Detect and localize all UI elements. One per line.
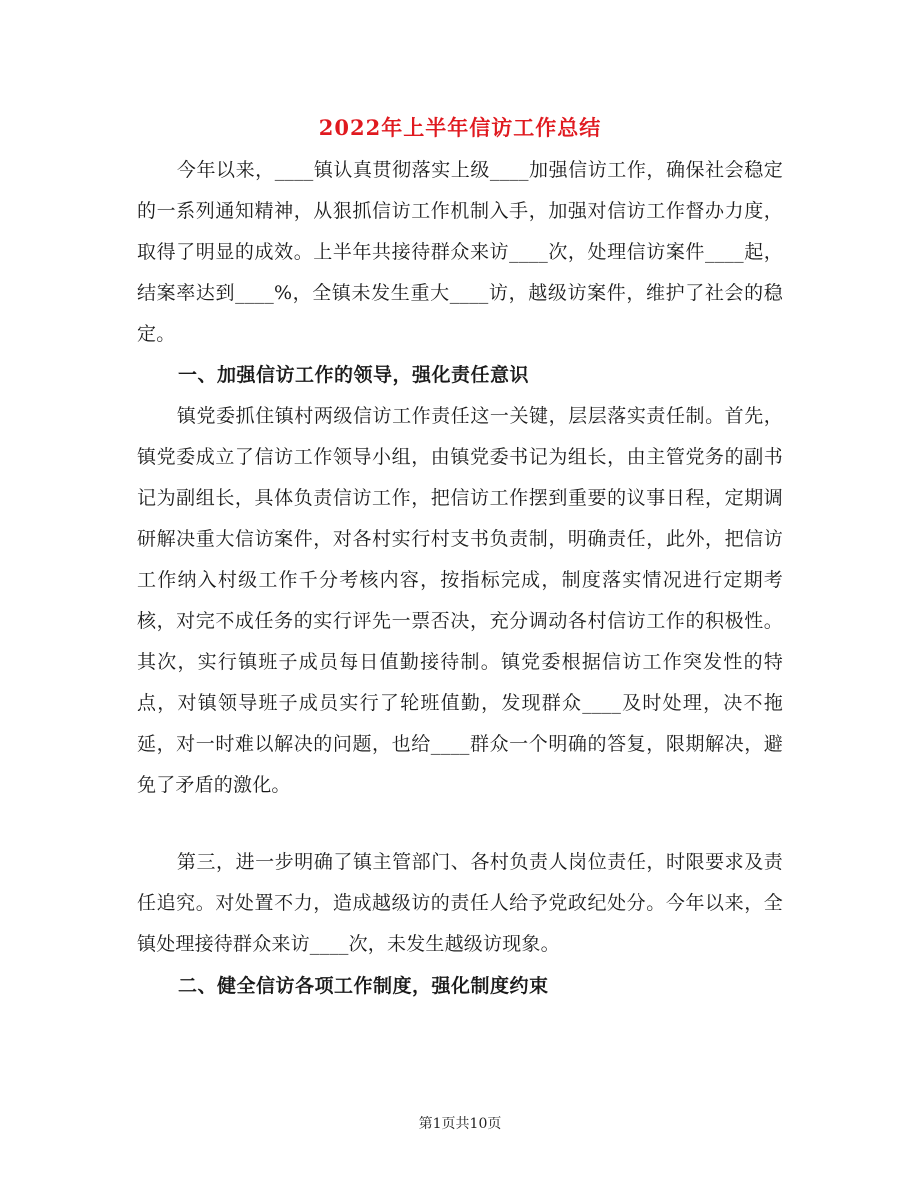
section-heading-1: 一、加强信访工作的领导，强化责任意识 xyxy=(178,364,530,386)
document-title: 2022年上半年信访工作总结 xyxy=(318,115,602,140)
section-1-paragraph-2: 第三，进一步明确了镇主管部门、各村负责人岗位责任，时限要求及责任追究。对处置不力，造成越级访的责任人给予党政纪处分。今年以来，全镇处理接待群众来访____次，未发生越级访现象。 xyxy=(137,851,783,955)
intro-paragraph: 今年以来，____镇认真贯彻落实上级____加强信访工作，确保社会稳定的一系列通知精神，从狠抓信访工作机制入手，加强对信访工作督办力度，取得了明显的成效。上半年共接待群众来访____次，处理信访案件____起，结案率达到____%，全镇未发生重大____访，越级访案件，维护了社会的稳定。 xyxy=(137,159,783,345)
section-1-paragraph: 镇党委抓住镇村两级信访工作责任这一关键，层层落实责任制。首先，镇党委成立了信访工作领导小组，由镇党委书记为组长，由主管党务的副书记为副组长，具体负责信访工作，把信访工作摆到重要的议事日程，定期调研解决重大信访案件，对各村实行村支书负责制，明确责任，此外，把信访工作纳入村级工作千分考核内容，按指标完成，制度落实情况进行定期考核，对完不成任务的实行评先一票否决，充分调动各村信访工作的积极性。其次，实行镇班子成员每日值勤接待制。镇党委根据信访工作突发性的特点，对镇领导班子成员实行了轮班值勤，发现群众____及时处理，决不拖延，对一时难以解决的问题，也给____群众一个明确的答复，限期解决，避免了矛盾的激化。 xyxy=(137,405,783,796)
page-number-footer: 第1页共10页 xyxy=(418,1116,502,1132)
section-heading-2: 二、健全信访各项工作制度，强化制度约束 xyxy=(178,975,549,997)
